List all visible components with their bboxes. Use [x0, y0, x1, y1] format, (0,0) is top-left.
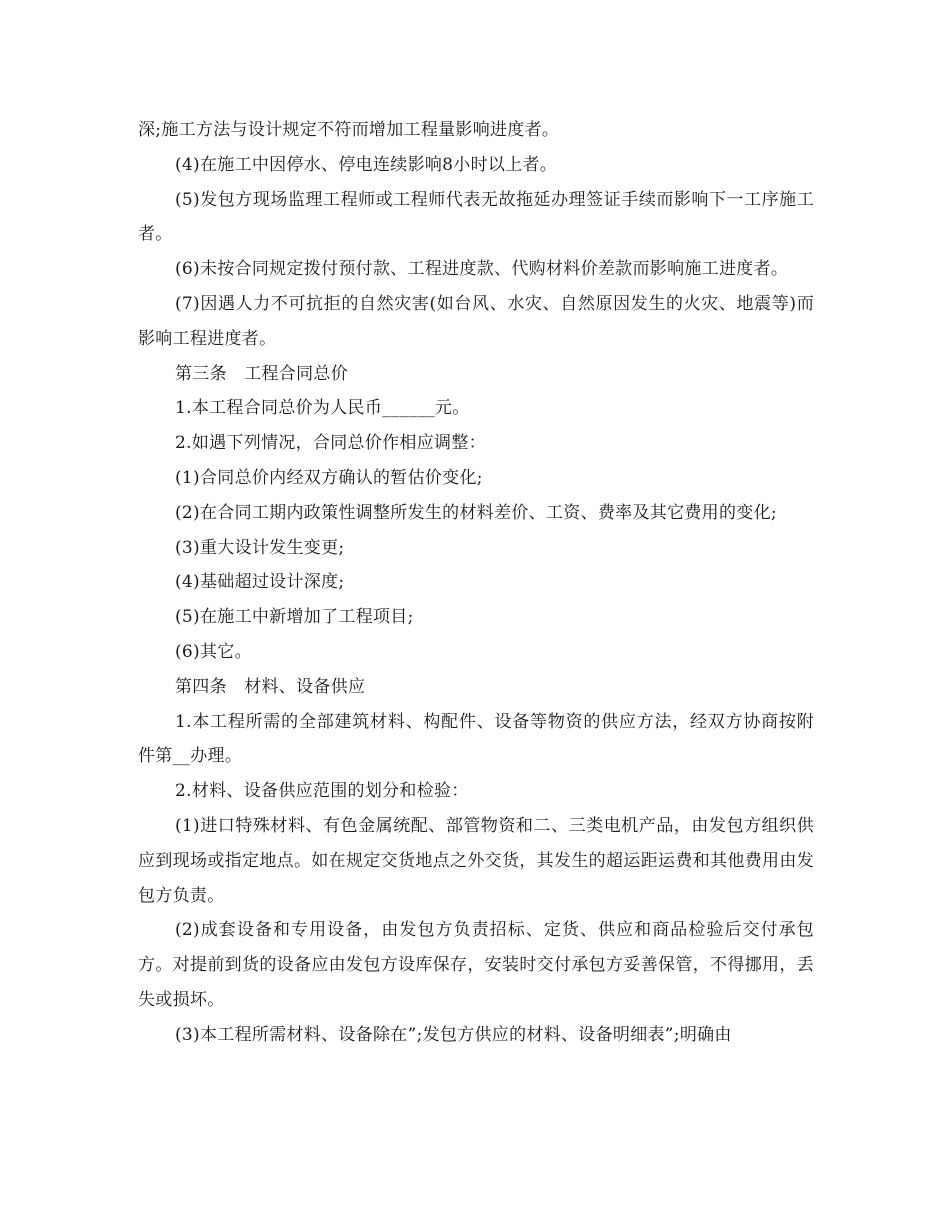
supply-item-3: (3)本工程所需材料、设备除在”;发包方供应的材料、设备明细表”;明确由 — [175, 1024, 732, 1045]
supply-item-2: (2)成套设备和专用设备，由发包方负责招标、定货、供应和商品检验后交付承包方。对提前到货的设备应由发包方设库保存，安装时交付承包方妥善保管，不得挪用，丢失或损坏。 — [138, 920, 814, 1010]
clause-item-6-payment-delay: (6)未按合同规定拨付预付款、工程进度款、代购材料价差款而影响施工进度者。 — [175, 259, 789, 280]
article-3-item-2: 2.如遇下列情况，合同总价作相应调整： — [175, 433, 486, 454]
clause-item-4-power-outage: (4)在施工中因停水、停电连续影响8小时以上者。 — [175, 154, 558, 175]
supply-item-1: (1)进口特殊材料、有色金属统配、部管物资和二、三类电机产品，由发包方组织供应到现场或指定地点。如在规定交货地点之外交货，其发生的超运距运费和其他费用由发包方负责。 — [138, 815, 814, 906]
adjustment-item-3: (3)重大设计发生变更; — [175, 537, 345, 558]
adjustment-item-5: (5)在施工中新增加了工程项目; — [175, 607, 414, 628]
clause-item-7-force-majeure: (7)因遇人力不可抗拒的自然灾害(如台风、水灾、自然原因发生的火灾、地震等)而影响工程进度者。 — [138, 293, 814, 349]
article-3-item-1: 1.本工程合同总价为人民币______元。 — [175, 398, 470, 419]
article-4-item-2: 2.材料、设备供应范围的划分和检验： — [175, 781, 469, 802]
article-4-heading: 第四条 材料、设备供应 — [175, 676, 366, 697]
document-body — [138, 113, 814, 1053]
adjustment-item-1: (1)合同总价内经双方确认的暂估价变化; — [175, 467, 483, 488]
article-4-item-1: 1.本工程所需的全部建筑材料、构配件、设备等物资的供应方法，经双方协商按附件第__办理。 — [138, 711, 814, 767]
adjustment-item-2: (2)在合同工期内政策性调整所发生的材料差价、工资、费率及其它费用的变化; — [175, 502, 777, 523]
clause-item-5-supervision-delay: (5)发包方现场监理工程师或工程师代表无故拖延办理签证手续而影响下一工序施工者。 — [138, 189, 814, 245]
adjustment-item-6: (6)其它。 — [175, 641, 252, 662]
adjustment-item-4: (4)基础超过设计深度; — [175, 572, 345, 593]
paragraph-continuation: 深;施工方法与设计规定不符而增加工程量影响进度者。 — [138, 120, 560, 140]
article-3-heading: 第三条 工程合同总价 — [175, 363, 348, 384]
